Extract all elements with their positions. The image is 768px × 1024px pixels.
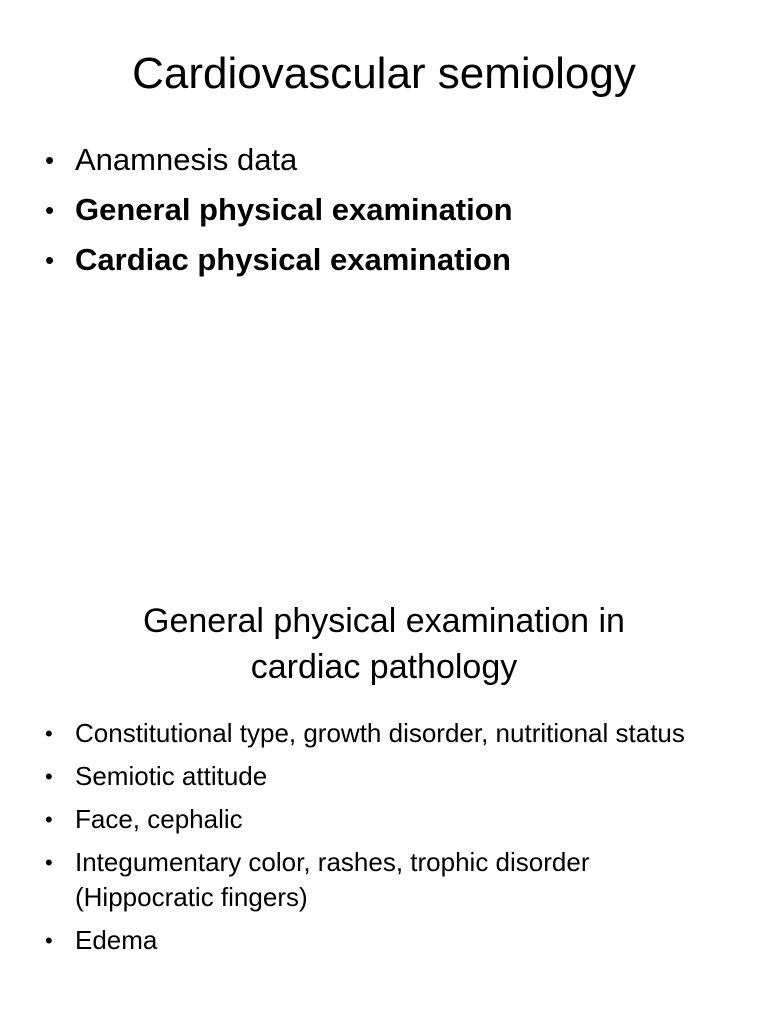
slide-general-physical-examination xyxy=(0,512,768,1024)
list-item xyxy=(45,240,735,280)
slide-title xyxy=(0,598,768,690)
list-item xyxy=(45,923,725,958)
bullet-dot: • xyxy=(45,764,53,789)
bullet-list xyxy=(45,140,735,290)
slide-title-line: cardiac pathology xyxy=(250,648,518,686)
list-item xyxy=(45,845,725,915)
bullet-dot: • xyxy=(45,145,55,175)
bullet-dot: • xyxy=(45,195,55,225)
bullet-dot: • xyxy=(45,245,55,275)
bullet-dot: • xyxy=(45,850,53,875)
bullet-dot: • xyxy=(45,807,53,832)
list-item xyxy=(45,716,725,751)
list-item xyxy=(45,190,735,230)
list-item-text: Constitutional type, growth disorder, nutritional status xyxy=(75,718,685,748)
slide-title-line: General physical examination in xyxy=(143,602,625,640)
list-item-text: General physical examination xyxy=(75,192,513,227)
list-item-text: Semiotic attitude xyxy=(75,761,268,791)
list-item-text: Edema xyxy=(75,925,158,955)
list-item-text: Cardiac physical examination xyxy=(75,242,511,277)
list-item-text: Integumentary color, rashes, trophic disorder (Hippocratic fingers) xyxy=(75,847,590,912)
list-item-text: Face, cephalic xyxy=(75,804,243,834)
list-item xyxy=(45,759,725,794)
list-item xyxy=(45,140,735,180)
bullet-dot: • xyxy=(45,721,53,746)
bullet-list xyxy=(45,716,725,966)
list-item-text: Anamnesis data xyxy=(75,142,298,177)
slide-title: Cardiovascular semiology xyxy=(132,49,636,98)
list-item xyxy=(45,802,725,837)
bullet-dot: • xyxy=(45,928,53,953)
